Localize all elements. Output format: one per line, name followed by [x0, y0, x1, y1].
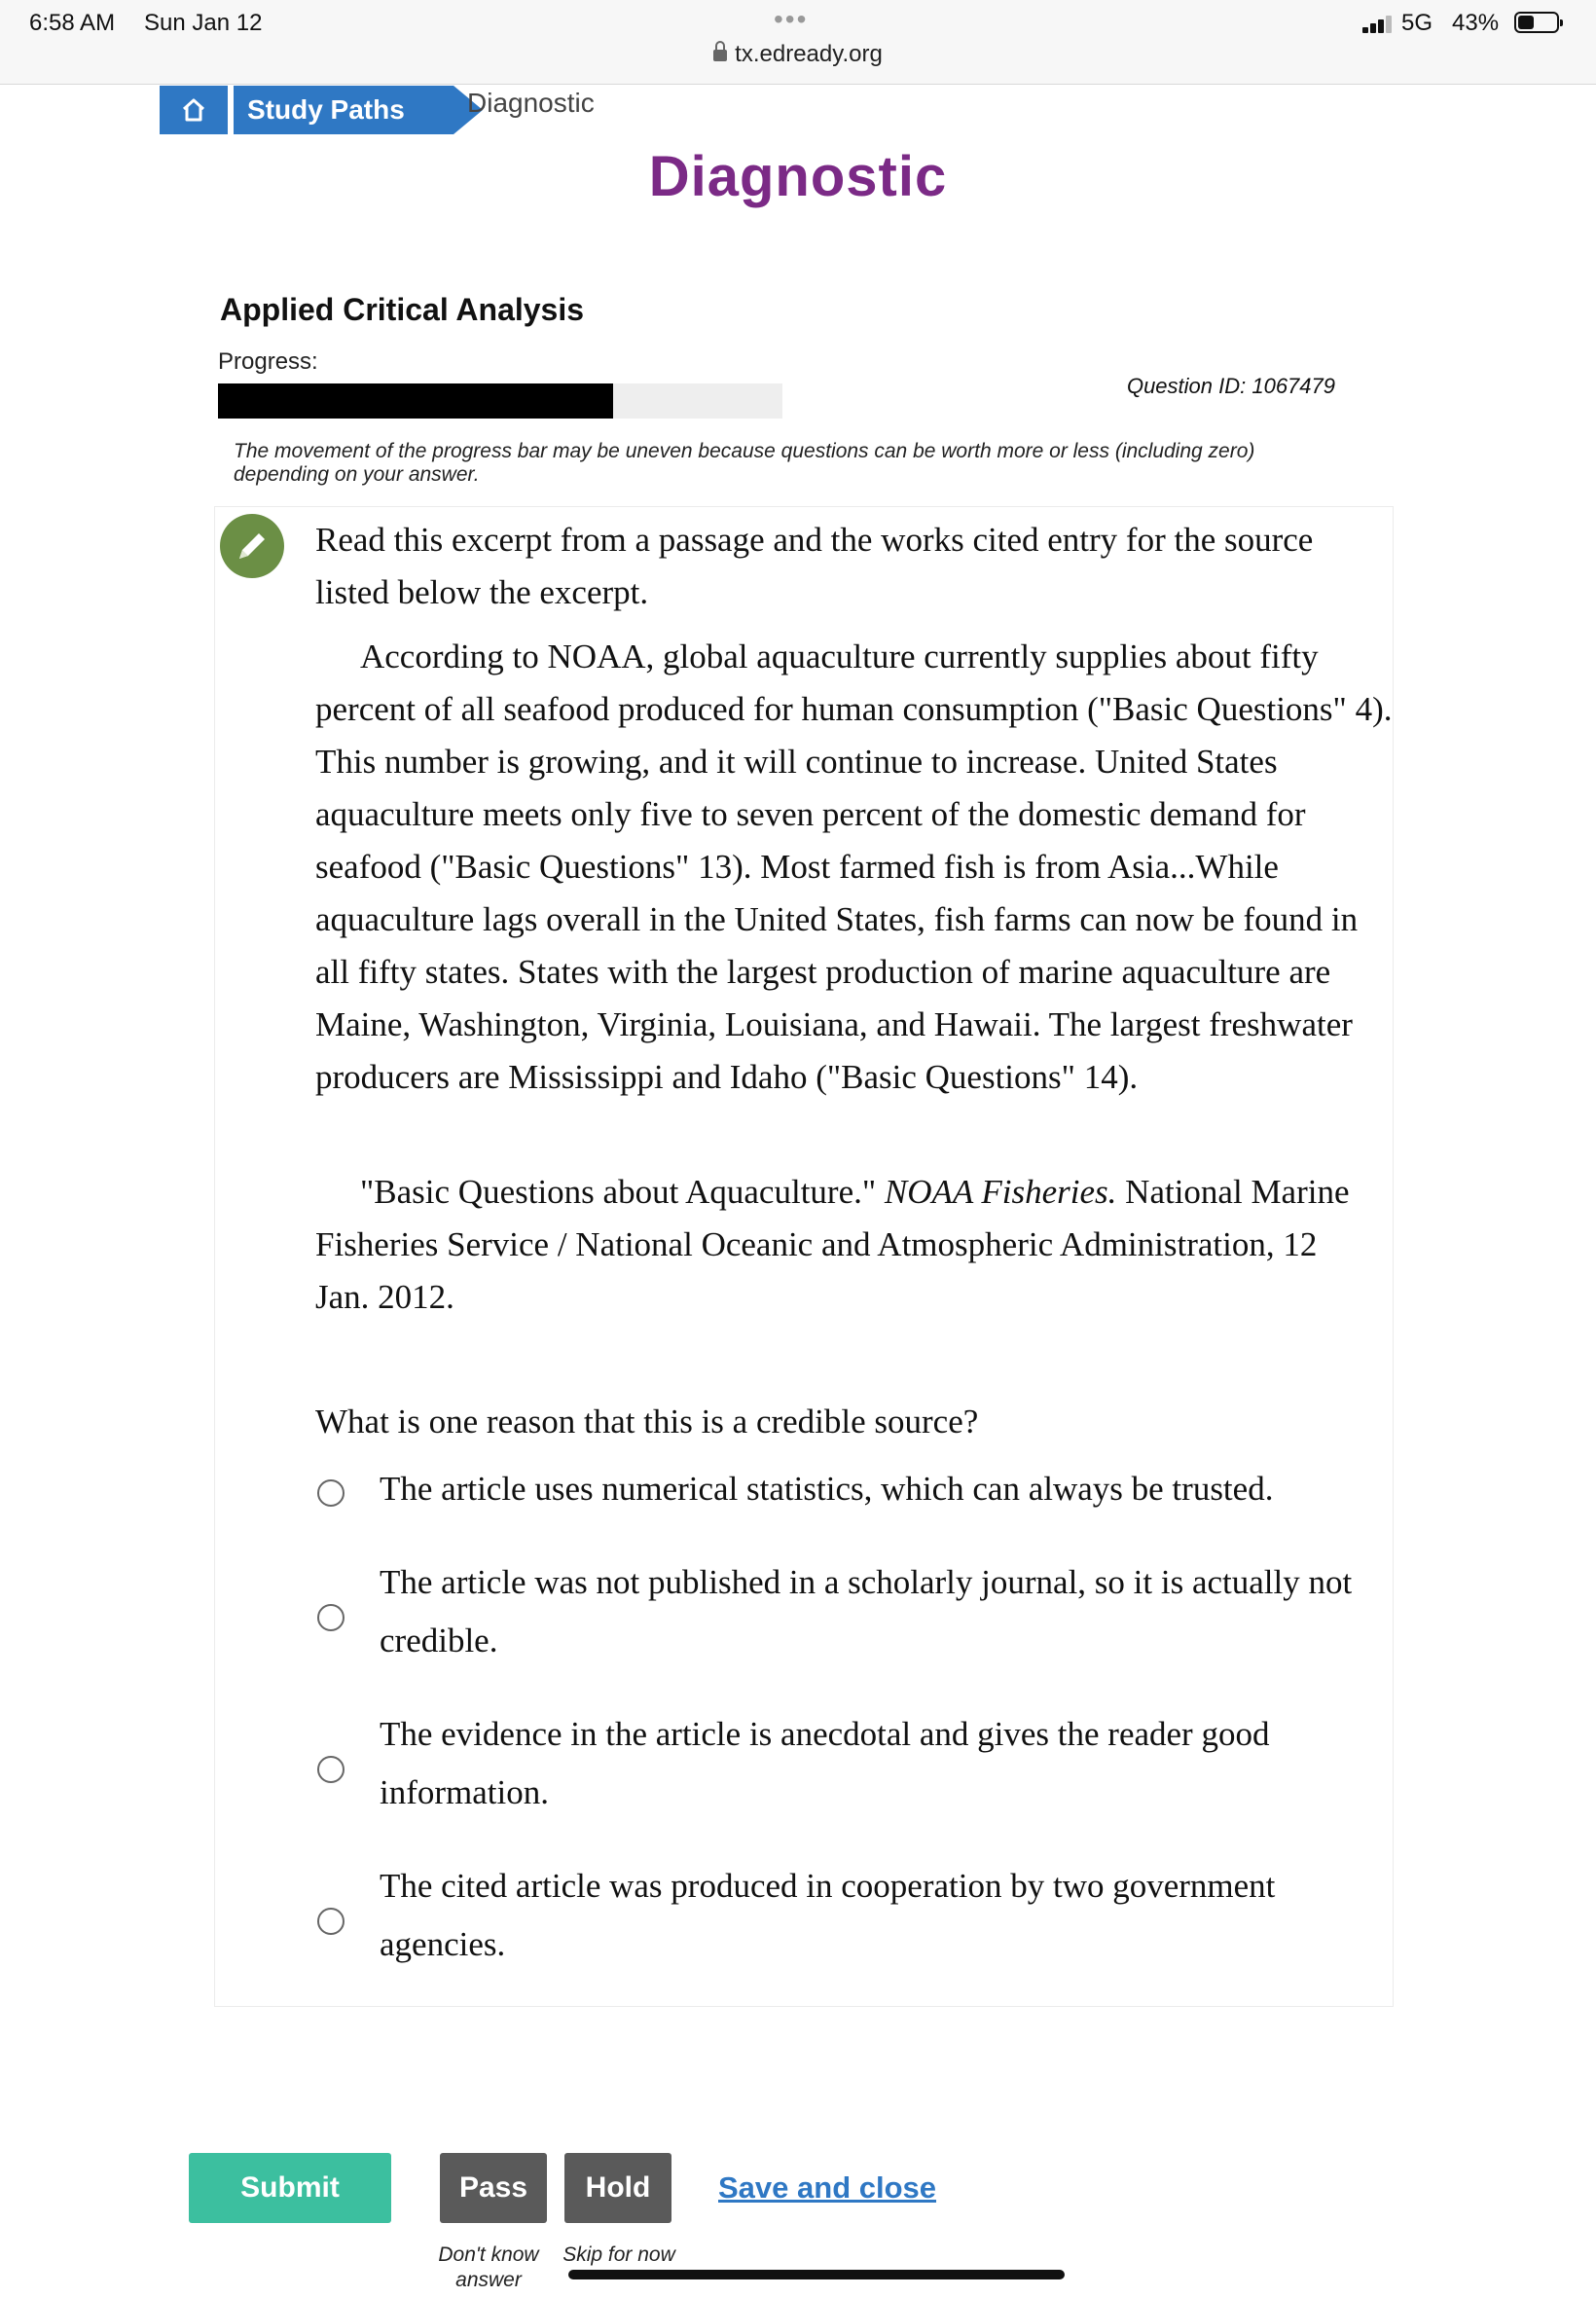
pass-button[interactable]: Pass	[440, 2153, 547, 2223]
progress-bar	[218, 383, 782, 419]
battery-icon	[1514, 12, 1559, 33]
works-cited-entry	[315, 1166, 1366, 1324]
hold-button[interactable]: Hold	[564, 2153, 671, 2223]
page-title: Diagnostic	[648, 145, 948, 208]
pencil-glyph-icon	[234, 528, 271, 565]
passage-excerpt: According to NOAA, global aquaculture currently supplies about fifty percent of all seafood produced for human consumption ("Basic Questions" 4). This number is growing, and it will continue to increase. United States aquaculture meets only five to seven percent of the domestic demand for seafood ("Basic Questions" 13). Most farmed fish is from Asia...While aquaculture lags overall in the United States, fish farms can now be found in all fifty states. States with the largest production of marine aquaculture are Maine, Washington, Virginia, Louisiana, and Hawaii. The largest freshwater producers are Mississippi and Idaho ("Basic Questions" 14).	[315, 638, 1393, 1096]
answer-choice-1[interactable]	[317, 1460, 1388, 1522]
answer-choice-label: The article was not published in a scholarly journal, so it is actually not credible.	[380, 1563, 1353, 1659]
section-title: Applied Critical Analysis	[220, 292, 585, 327]
status-date: Sun Jan 12	[144, 10, 263, 36]
citation-source: NOAA Fisheries.	[884, 1173, 1117, 1211]
question-intro: Read this excerpt from a passage and the works cited entry for the source listed below the excerpt.	[315, 521, 1314, 611]
home-icon	[181, 97, 206, 123]
network-label: 5G	[1401, 10, 1433, 36]
save-and-close-link[interactable]: Save and close	[718, 2170, 937, 2205]
radio-button[interactable]	[317, 1908, 345, 1935]
answer-choice-label: The cited article was produced in cooperation by two government agencies.	[380, 1867, 1276, 1963]
address-bar[interactable]	[0, 41, 1596, 68]
submit-button[interactable]: Submit	[189, 2153, 391, 2223]
pass-hint: Don't know answer	[438, 2243, 539, 2291]
radio-button[interactable]	[317, 1756, 345, 1783]
status-time: 6:58 AM	[29, 10, 116, 36]
battery-percent: 43%	[1452, 10, 1500, 36]
breadcrumb-current: Diagnostic	[467, 88, 595, 118]
citation-title: "Basic Questions about Aquaculture."	[360, 1173, 877, 1211]
radio-button[interactable]	[317, 1479, 345, 1507]
answer-choice-label: The article uses numerical statistics, which can always be trusted.	[380, 1470, 1274, 1508]
url-text: tx.edready.org	[735, 41, 883, 67]
hold-hint: Skip for now	[562, 2243, 675, 2266]
home-indicator[interactable]	[568, 2270, 1065, 2279]
progress-note: The movement of the progress bar may be uneven because questions can be worth more or less (including zero) depending on your answer.	[234, 440, 1255, 486]
radio-button[interactable]	[317, 1604, 345, 1631]
answer-choice-label: The evidence in the article is anecdotal and gives the reader good information.	[380, 1715, 1270, 1811]
battery-fill	[1518, 16, 1534, 29]
answer-choice-3[interactable]	[317, 1705, 1388, 1826]
question-prompt: What is one reason that this is a credible source?	[315, 1403, 979, 1440]
citation-details: National Marine Fisheries Service / National Oceanic and Atmospheric Administration, 12 Jan. 2012.	[315, 1173, 1350, 1316]
answer-choice-2[interactable]	[317, 1553, 1388, 1674]
answer-choice-4[interactable]	[317, 1857, 1388, 1978]
breadcrumb-study-paths[interactable]: Study Paths	[234, 86, 453, 134]
more-dots-icon[interactable]: •••	[774, 4, 809, 34]
question-id: Question ID: 1067479	[1126, 374, 1335, 398]
progress-label: Progress:	[218, 348, 318, 375]
pencil-icon[interactable]	[220, 514, 284, 578]
status-bar	[0, 0, 1596, 85]
progress-fill	[218, 383, 613, 419]
home-button[interactable]	[160, 86, 228, 134]
lock-icon	[713, 50, 727, 61]
signal-icon	[1362, 14, 1392, 33]
